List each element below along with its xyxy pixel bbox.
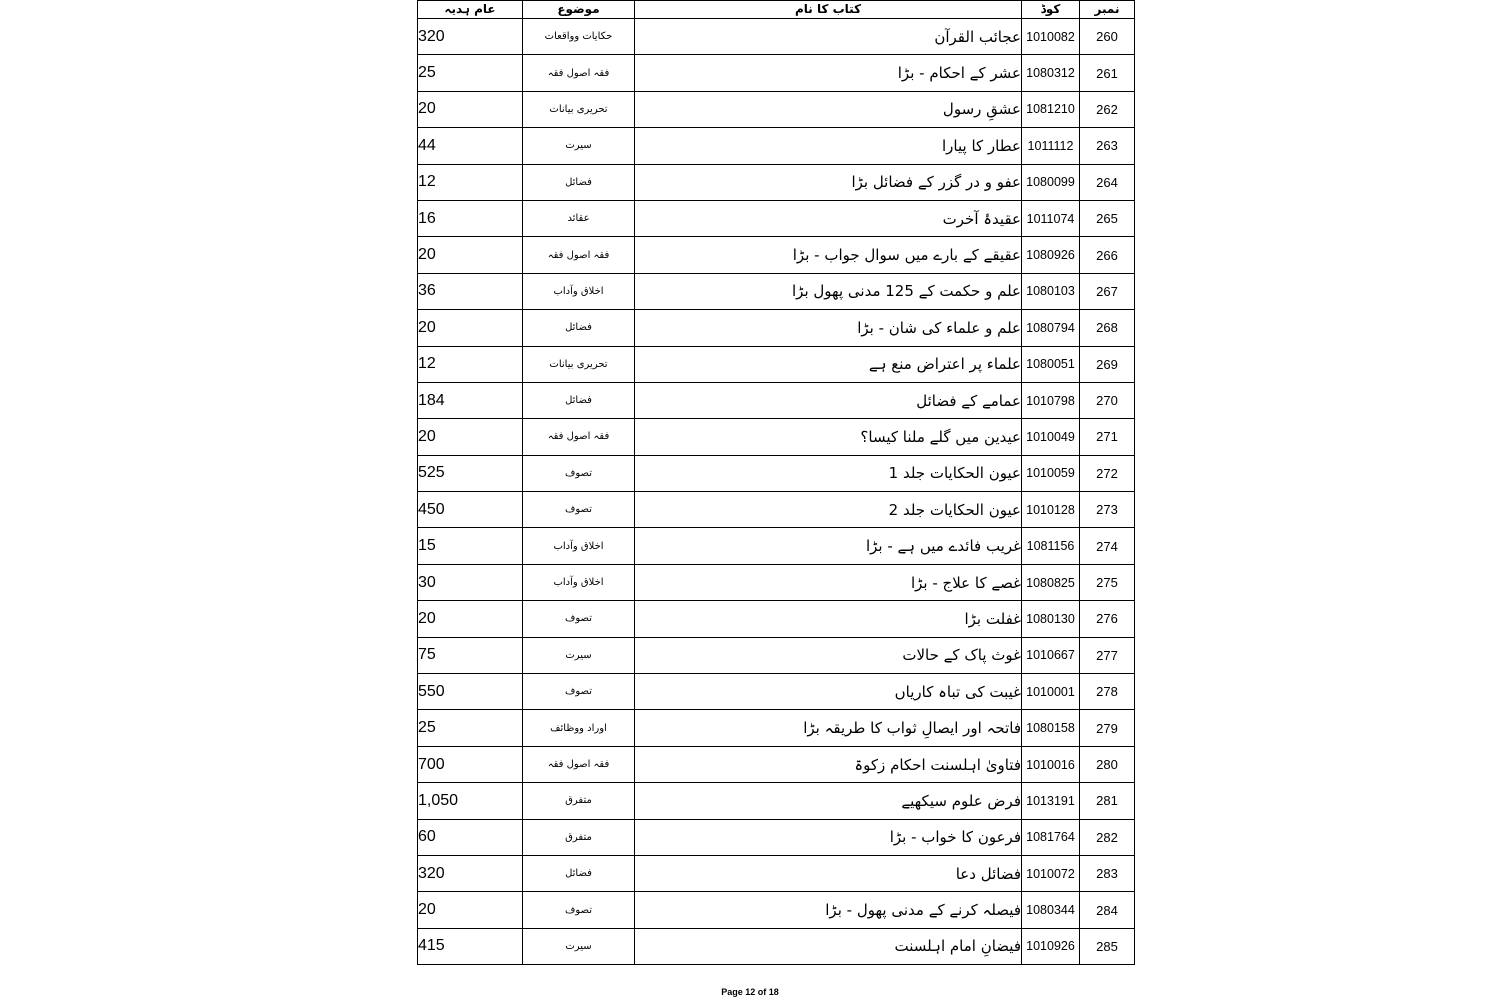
row-number-cell: 262	[1080, 91, 1135, 127]
table-row	[418, 128, 1135, 164]
book-code-cell: 1011112	[1022, 128, 1080, 164]
row-number-cell: 264	[1080, 164, 1135, 200]
subject-cell: فضائل	[523, 382, 635, 418]
header-code: کوڈ	[1022, 1, 1080, 19]
book-name-cell: عیون الحکایات جلد 1	[635, 455, 1022, 491]
table-row	[418, 455, 1135, 491]
subject-cell: فقہ اصول فقہ	[523, 237, 635, 273]
row-number-cell: 268	[1080, 310, 1135, 346]
table-row	[418, 855, 1135, 891]
book-code-cell: 1080825	[1022, 564, 1080, 600]
book-name-cell: غفلت بڑا	[635, 601, 1022, 637]
book-name-cell: علم و علماء کی شان - بڑا	[635, 310, 1022, 346]
table-row	[418, 91, 1135, 127]
book-code-cell: 1081764	[1022, 819, 1080, 855]
table-row	[418, 382, 1135, 418]
table-row	[418, 528, 1135, 564]
row-number-cell: 272	[1080, 455, 1135, 491]
subject-cell: تصوف	[523, 455, 635, 491]
book-name-cell: عیدین میں گلے ملنا کیسا؟	[635, 419, 1022, 455]
table-row	[418, 601, 1135, 637]
row-number-cell: 281	[1080, 783, 1135, 819]
row-number-cell: 284	[1080, 892, 1135, 928]
book-name-cell: فرض علوم سیکھیے	[635, 783, 1022, 819]
book-name-cell: عقیدۂ آخرت	[635, 200, 1022, 236]
book-name-cell: فیصلہ کرنے کے مدنی پھول - بڑا	[635, 892, 1022, 928]
subject-cell: تصوف	[523, 492, 635, 528]
table-row	[418, 419, 1135, 455]
book-name-cell: فضائل دعا	[635, 855, 1022, 891]
book-code-cell: 1010128	[1022, 492, 1080, 528]
table-row	[418, 310, 1135, 346]
row-number-cell: 280	[1080, 746, 1135, 782]
row-number-cell: 266	[1080, 237, 1135, 273]
subject-cell: حکایات وواقعات	[523, 19, 635, 55]
row-number-cell: 274	[1080, 528, 1135, 564]
row-number-cell: 270	[1080, 382, 1135, 418]
book-name-cell: فرعون کا خواب - بڑا	[635, 819, 1022, 855]
book-name-cell: عقیقے کے بارے میں سوال جواب - بڑا	[635, 237, 1022, 273]
table-row	[418, 200, 1135, 236]
row-number-cell: 263	[1080, 128, 1135, 164]
book-price-table	[417, 0, 1135, 965]
price-cell: 15	[418, 528, 523, 564]
book-code-cell: 1010798	[1022, 382, 1080, 418]
book-code-cell: 1081210	[1022, 91, 1080, 127]
table-row	[418, 273, 1135, 309]
book-code-cell: 1080344	[1022, 892, 1080, 928]
table-row	[418, 783, 1135, 819]
subject-cell: اوراد ووظائف	[523, 710, 635, 746]
table-row	[418, 928, 1135, 964]
book-name-cell: علم و حکمت کے 125 مدنی پھول بڑا	[635, 273, 1022, 309]
subject-cell: تصوف	[523, 601, 635, 637]
subject-cell: فضائل	[523, 855, 635, 891]
subject-cell: متفرق	[523, 819, 635, 855]
book-code-cell: 1081156	[1022, 528, 1080, 564]
price-cell: 16	[418, 200, 523, 236]
subject-cell: تحریری بیانات	[523, 346, 635, 382]
price-cell: 20	[418, 237, 523, 273]
table-row	[418, 819, 1135, 855]
page-number-footer: Page 12 of 18	[721, 987, 779, 997]
book-code-cell: 1010001	[1022, 674, 1080, 710]
price-cell: 525	[418, 455, 523, 491]
price-cell: 1,050	[418, 783, 523, 819]
row-number-cell: 260	[1080, 19, 1135, 55]
price-cell: 12	[418, 164, 523, 200]
book-list-sheet	[417, 0, 1120, 965]
subject-cell: فقہ اصول فقہ	[523, 746, 635, 782]
book-code-cell: 1010059	[1022, 455, 1080, 491]
book-name-cell: عجائب القرآن	[635, 19, 1022, 55]
header-subject: موضوع	[523, 1, 635, 19]
header-book-name: کتاب کا نام	[635, 1, 1022, 19]
book-code-cell: 1080926	[1022, 237, 1080, 273]
price-cell: 30	[418, 564, 523, 600]
book-name-cell: غریب فائدے میں ہے - بڑا	[635, 528, 1022, 564]
price-cell: 60	[418, 819, 523, 855]
subject-cell: تحریری بیانات	[523, 91, 635, 127]
book-name-cell: عفو و در گزر کے فضائل بڑا	[635, 164, 1022, 200]
table-row	[418, 164, 1135, 200]
book-code-cell: 1080794	[1022, 310, 1080, 346]
table-row	[418, 637, 1135, 673]
table-row	[418, 892, 1135, 928]
price-cell: 12	[418, 346, 523, 382]
row-number-cell: 282	[1080, 819, 1135, 855]
row-number-cell: 269	[1080, 346, 1135, 382]
subject-cell: سیرت	[523, 128, 635, 164]
book-code-cell: 1080099	[1022, 164, 1080, 200]
subject-cell: عقائد	[523, 200, 635, 236]
price-cell: 550	[418, 674, 523, 710]
subject-cell: سیرت	[523, 928, 635, 964]
header-price: عام ہدیہ	[418, 1, 523, 19]
header-number: نمبر	[1080, 1, 1135, 19]
table-row	[418, 346, 1135, 382]
book-name-cell: عیون الحکایات جلد 2	[635, 492, 1022, 528]
row-number-cell: 283	[1080, 855, 1135, 891]
subject-cell: متفرق	[523, 783, 635, 819]
book-name-cell: عشر کے احکام - بڑا	[635, 55, 1022, 91]
book-name-cell: فیضانِ امام اہلسنت	[635, 928, 1022, 964]
table-row	[418, 237, 1135, 273]
price-cell: 25	[418, 55, 523, 91]
price-cell: 184	[418, 382, 523, 418]
book-code-cell: 1080103	[1022, 273, 1080, 309]
table-row	[418, 710, 1135, 746]
row-number-cell: 265	[1080, 200, 1135, 236]
price-cell: 36	[418, 273, 523, 309]
book-code-cell: 1080130	[1022, 601, 1080, 637]
book-name-cell: عشقِ رسول	[635, 91, 1022, 127]
book-code-cell: 1010072	[1022, 855, 1080, 891]
price-cell: 20	[418, 601, 523, 637]
row-number-cell: 276	[1080, 601, 1135, 637]
subject-cell: فضائل	[523, 164, 635, 200]
price-cell: 320	[418, 19, 523, 55]
table-row	[418, 674, 1135, 710]
book-code-cell: 1080051	[1022, 346, 1080, 382]
book-name-cell: علماء پر اعتراض منع ہے	[635, 346, 1022, 382]
row-number-cell: 278	[1080, 674, 1135, 710]
book-code-cell: 1013191	[1022, 783, 1080, 819]
book-name-cell: فاتحہ اور ایصالِ ثواب کا طریقہ بڑا	[635, 710, 1022, 746]
price-cell: 415	[418, 928, 523, 964]
price-cell: 20	[418, 91, 523, 127]
subject-cell: سیرت	[523, 637, 635, 673]
book-code-cell: 1080312	[1022, 55, 1080, 91]
subject-cell: فقہ اصول فقہ	[523, 55, 635, 91]
table-row	[418, 492, 1135, 528]
row-number-cell: 279	[1080, 710, 1135, 746]
table-row	[418, 564, 1135, 600]
table-row	[418, 55, 1135, 91]
subject-cell: اخلاق وآداب	[523, 528, 635, 564]
book-name-cell: غیبت کی تباہ کاریاں	[635, 674, 1022, 710]
row-number-cell: 271	[1080, 419, 1135, 455]
row-number-cell: 285	[1080, 928, 1135, 964]
price-cell: 20	[418, 419, 523, 455]
price-cell: 20	[418, 310, 523, 346]
book-code-cell: 1010667	[1022, 637, 1080, 673]
book-code-cell: 1010082	[1022, 19, 1080, 55]
row-number-cell: 267	[1080, 273, 1135, 309]
price-cell: 25	[418, 710, 523, 746]
row-number-cell: 273	[1080, 492, 1135, 528]
book-name-cell: غوث پاک کے حالات	[635, 637, 1022, 673]
book-code-cell: 1080158	[1022, 710, 1080, 746]
table-row	[418, 746, 1135, 782]
book-name-cell: فتاویٰ اہلسنت احکام زکوۃ	[635, 746, 1022, 782]
book-name-cell: عطار کا پیارا	[635, 128, 1022, 164]
table-body	[418, 19, 1135, 965]
price-cell: 320	[418, 855, 523, 891]
subject-cell: تصوف	[523, 674, 635, 710]
book-code-cell: 1011074	[1022, 200, 1080, 236]
price-cell: 44	[418, 128, 523, 164]
book-code-cell: 1010926	[1022, 928, 1080, 964]
table-row	[418, 19, 1135, 55]
book-code-cell: 1010049	[1022, 419, 1080, 455]
subject-cell: تصوف	[523, 892, 635, 928]
row-number-cell: 261	[1080, 55, 1135, 91]
subject-cell: اخلاق وآداب	[523, 273, 635, 309]
row-number-cell: 277	[1080, 637, 1135, 673]
book-name-cell: غصے کا علاج - بڑا	[635, 564, 1022, 600]
book-name-cell: عمامے کے فضائل	[635, 382, 1022, 418]
subject-cell: اخلاق وآداب	[523, 564, 635, 600]
price-cell: 450	[418, 492, 523, 528]
subject-cell: فضائل	[523, 310, 635, 346]
price-cell: 20	[418, 892, 523, 928]
price-cell: 75	[418, 637, 523, 673]
row-number-cell: 275	[1080, 564, 1135, 600]
price-cell: 700	[418, 746, 523, 782]
table-header-row	[418, 1, 1135, 19]
book-code-cell: 1010016	[1022, 746, 1080, 782]
subject-cell: فقہ اصول فقہ	[523, 419, 635, 455]
